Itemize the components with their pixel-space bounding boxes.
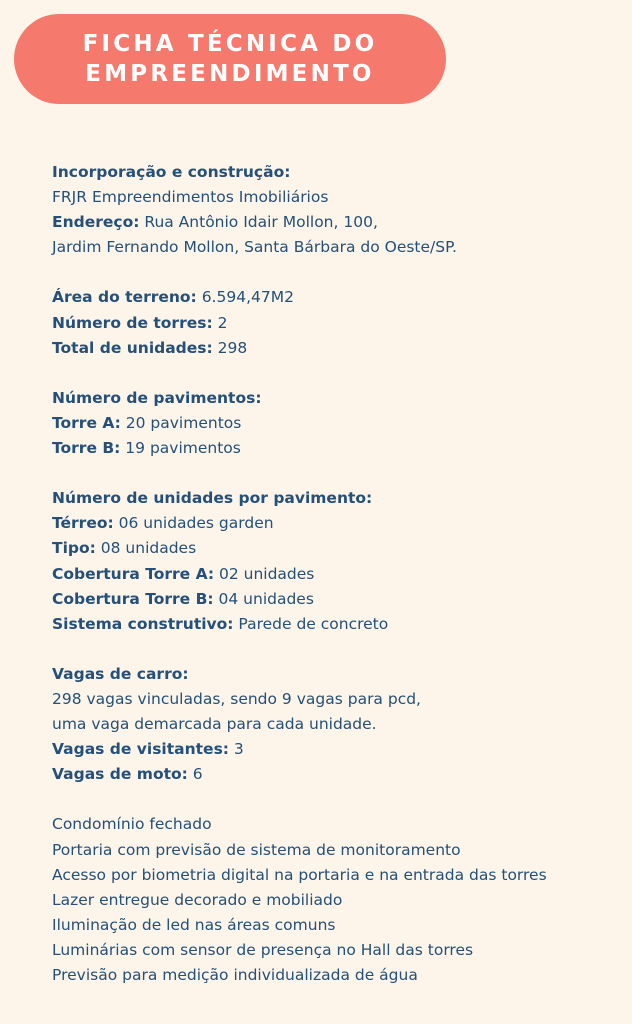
- address-row: [52, 210, 622, 235]
- ground-floor-row: [52, 511, 622, 536]
- units-value: 298: [212, 338, 248, 357]
- spacer: [52, 361, 622, 386]
- moto-parking-value: 6: [187, 765, 203, 784]
- towers-label: Número de torres:: [52, 313, 213, 332]
- ground-floor-value: 06 unidades garden: [113, 514, 274, 533]
- visitor-parking-row: [52, 737, 622, 762]
- penthouse-b-label: Cobertura Torre B:: [52, 589, 214, 608]
- feature-item: Previsão para medição individualizada de água: [52, 966, 418, 984]
- tower-b-label: Torre B:: [52, 439, 121, 458]
- feature-item: Portaria com previsão de sistema de monitoramento: [52, 840, 461, 859]
- title-line-2: EMPREENDIMENTO: [85, 61, 375, 87]
- address-value-line2: Jardim Fernando Mollon, Santa Bárbara do Oeste/SP.: [52, 238, 457, 257]
- penthouse-a-row: [52, 562, 622, 587]
- moto-parking-row: [52, 762, 622, 787]
- feature-item: Lazer entregue decorado e mobiliado: [52, 890, 343, 909]
- address-label: Endereço:: [52, 213, 140, 232]
- parking-heading: Vagas de carro:: [52, 664, 189, 683]
- construction-system-value: Parede de concreto: [233, 614, 389, 633]
- spacer: [52, 787, 622, 812]
- land-area-row: [52, 285, 622, 310]
- type-floor-label: Tipo:: [52, 539, 96, 558]
- feature-item: Condomínio fechado: [52, 815, 212, 834]
- units-label: Total de unidades:: [52, 338, 213, 357]
- penthouse-b-value: 04 unidades: [213, 589, 314, 608]
- visitor-parking-label: Vagas de visitantes:: [52, 740, 229, 759]
- parking-desc-line1: 298 vagas vinculadas, sendo 9 vagas para pcd,: [52, 689, 421, 708]
- tower-a-label: Torre A:: [52, 413, 121, 432]
- units-per-floor-heading: Número de unidades por pavimento:: [52, 489, 373, 508]
- tower-a-value: 20 pavimentos: [120, 413, 242, 432]
- land-area-value: 6.594,47M2: [196, 288, 294, 307]
- floors-heading: Número de pavimentos:: [52, 388, 262, 407]
- type-floor-row: [52, 536, 622, 561]
- land-area-label: Área do terreno:: [52, 288, 197, 307]
- moto-parking-label: Vagas de moto:: [52, 765, 188, 784]
- visitor-parking-value: 3: [229, 740, 244, 759]
- feature-item: Luminárias com sensor de presença no Hall das torres: [52, 940, 474, 959]
- ground-floor-label: Térreo:: [52, 514, 114, 533]
- construction-system-label: Sistema construtivo:: [52, 614, 234, 633]
- units-row: [52, 336, 622, 361]
- penthouse-a-label: Cobertura Torre A:: [52, 564, 215, 583]
- address-value-line1: Rua Antônio Idair Mollon, 100,: [139, 213, 378, 232]
- feature-item: Iluminação de led nas áreas comuns: [52, 915, 336, 934]
- feature-item: Acesso por biometria digital na portaria e na entrada das torres: [52, 865, 547, 884]
- tower-b-row: [52, 436, 622, 461]
- developer-label: Incorporação e construção:: [52, 163, 291, 181]
- spacer: [52, 461, 622, 486]
- title-banner: [14, 14, 446, 104]
- penthouse-a-value: 02 unidades: [214, 564, 315, 583]
- spacer: [52, 637, 622, 662]
- developer-value: FRJR Empreendimentos Imobiliários: [52, 188, 329, 207]
- title-line-1: FICHA TÉCNICA DO: [82, 31, 378, 57]
- spec-sheet: [52, 160, 622, 988]
- towers-value: 2: [212, 313, 228, 332]
- spacer: [52, 260, 622, 285]
- parking-desc-line2: uma vaga demarcada para cada unidade.: [52, 715, 377, 734]
- towers-row: [52, 311, 622, 336]
- penthouse-b-row: [52, 587, 622, 612]
- tower-a-row: [52, 411, 622, 436]
- construction-system-row: [52, 612, 622, 637]
- tower-b-value: 19 pavimentos: [120, 439, 241, 458]
- type-floor-value: 08 unidades: [95, 539, 197, 558]
